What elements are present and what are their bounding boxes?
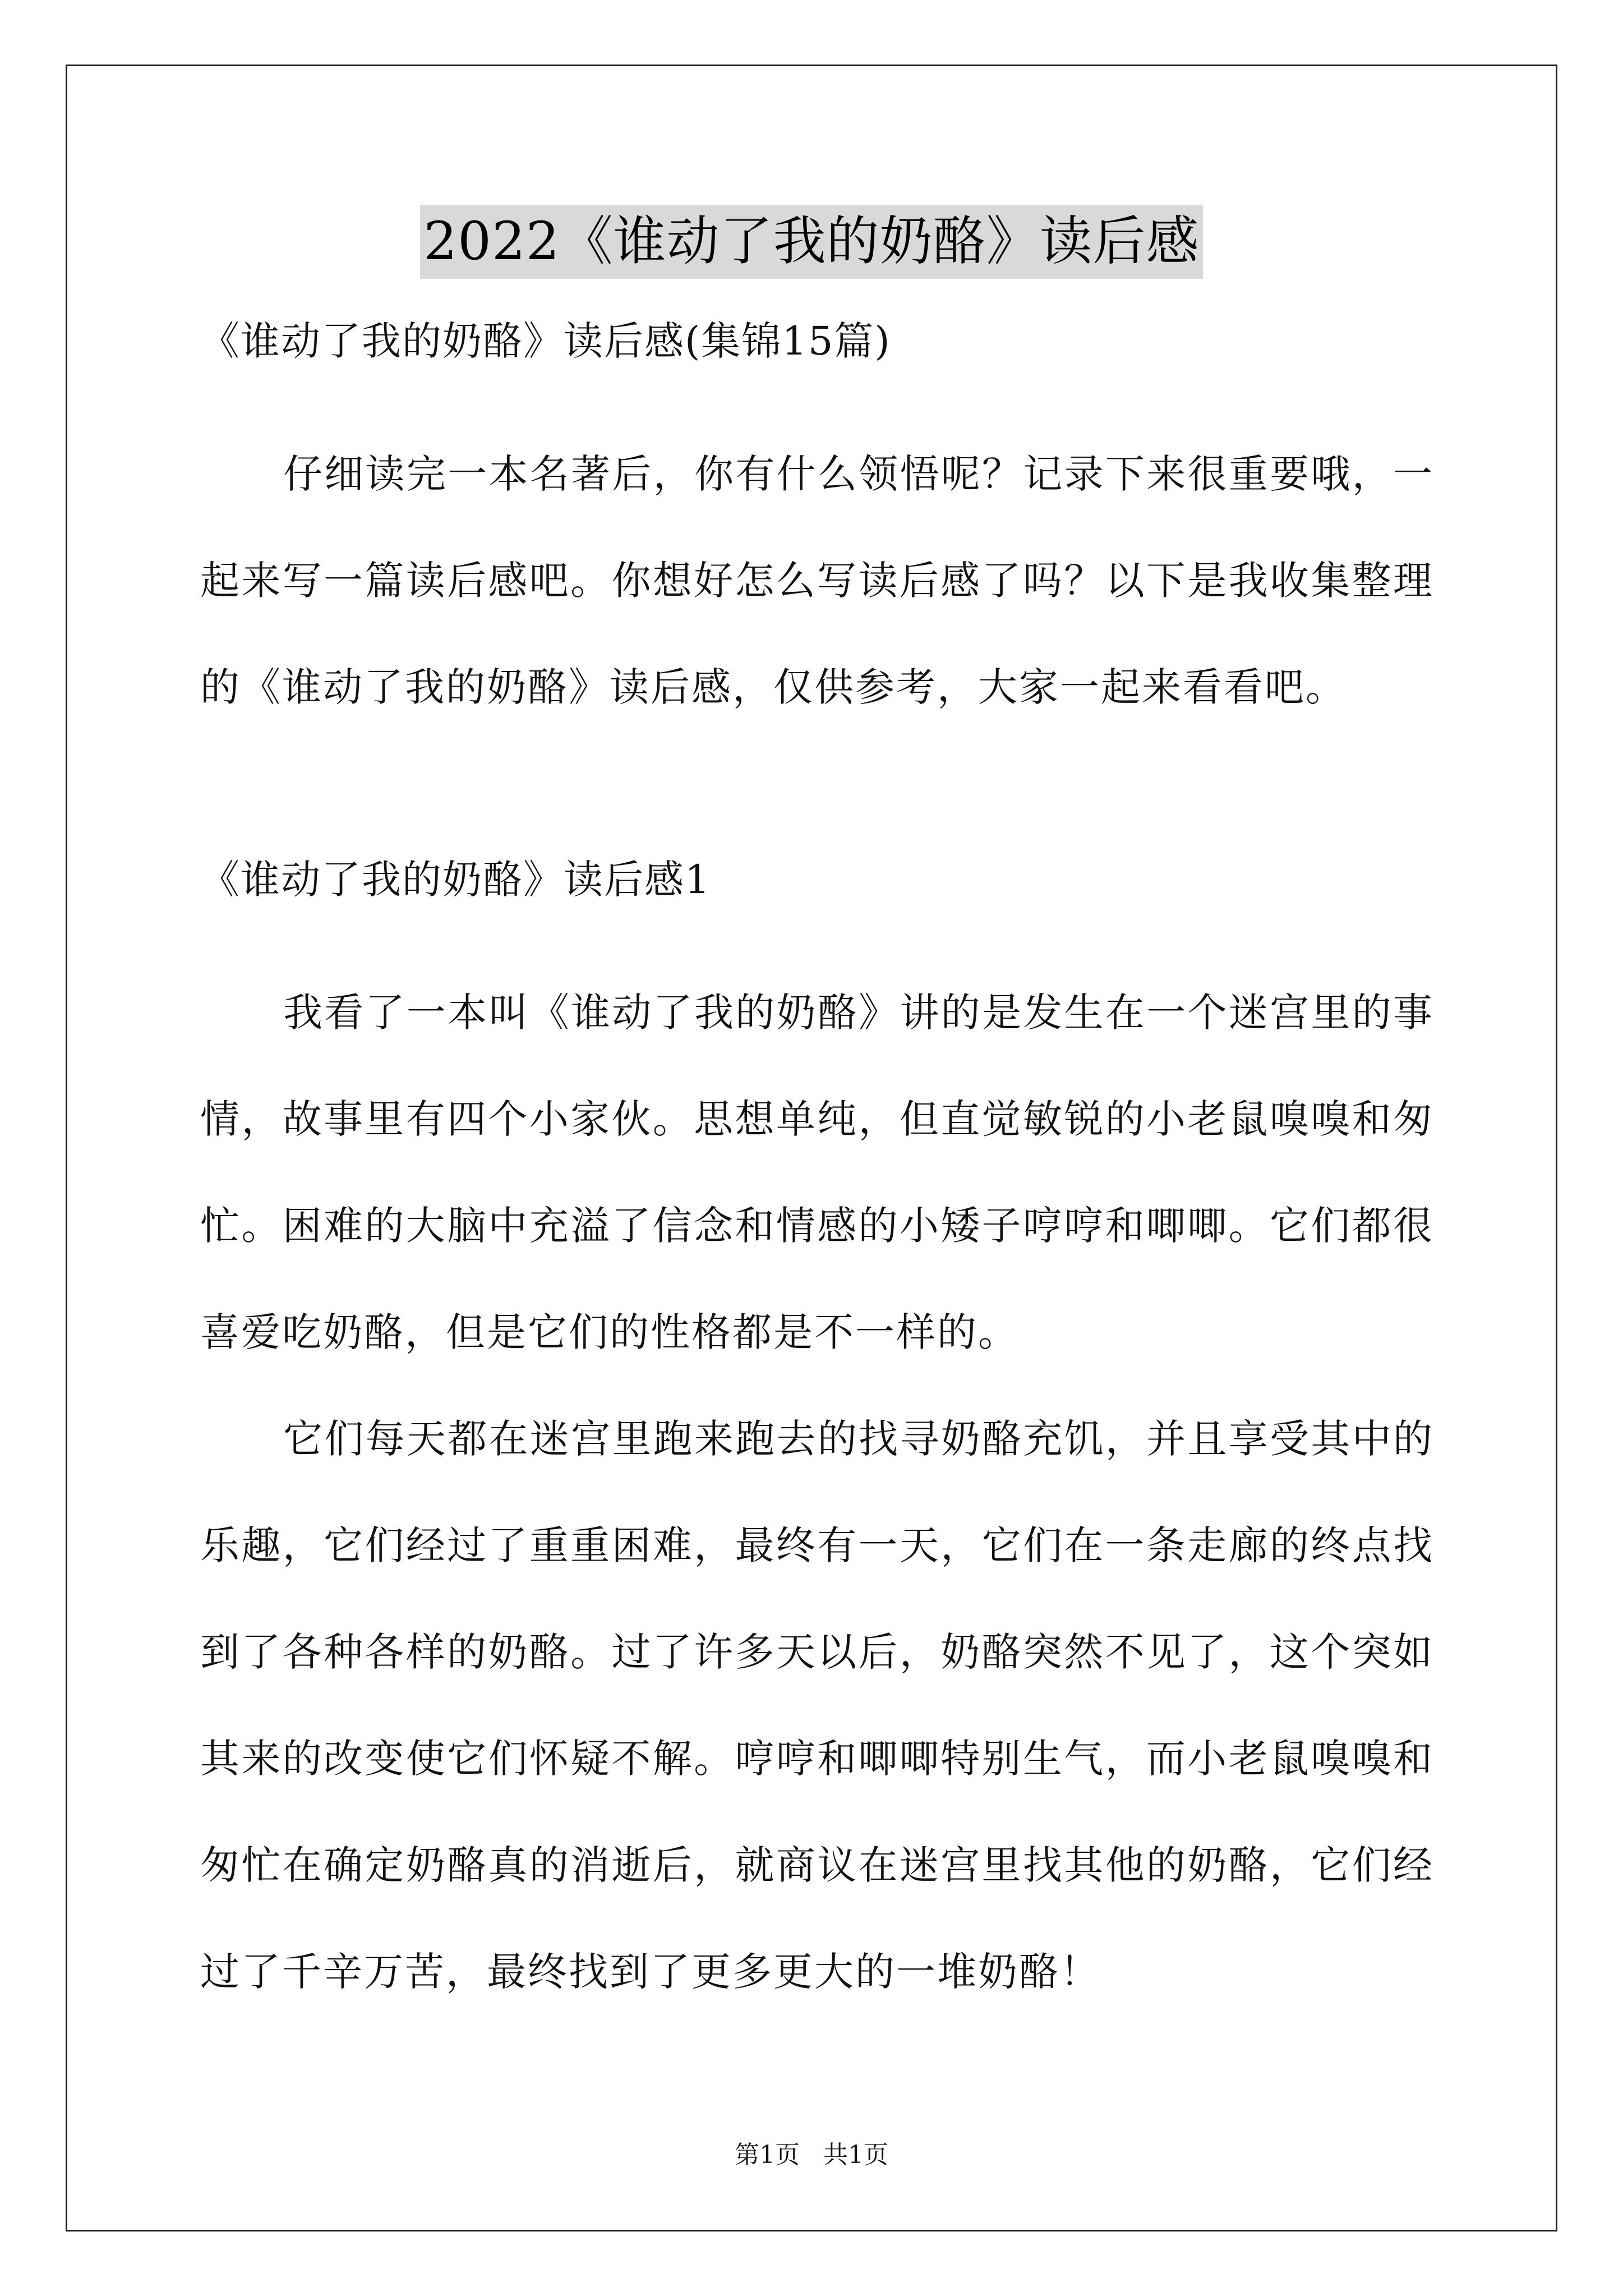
document-title: 2022《谁动了我的奶酪》读后感	[420, 205, 1202, 279]
intro-paragraph: 仔细读完一本名著后，你有什么领悟呢？记录下来很重要哦，一起来写一篇读后感吧。你想好怎么写读后感了吗？以下是我收集整理的《谁动了我的奶酪》读后感，仅供参考，大家一起来看看吧。	[200, 451, 1434, 710]
document-subtitle: 《谁动了我的奶酪》读后感(集锦15篇)	[200, 318, 891, 364]
section-heading: 《谁动了我的奶酪》读后感1	[200, 857, 711, 903]
document-body	[200, 314, 1434, 2025]
page-number: 第1页	[735, 2141, 800, 2169]
body-paragraph-1: 我看了一本叫《谁动了我的奶酪》讲的是发生在一个迷宫里的事情，故事里有四个小家伙。思想单纯，但直觉敏锐的小老鼠嗅嗅和匆忙。困难的大脑中充溢了信念和情感的小矮子哼哼和唧唧。它们都很喜爱吃奶酪，但是它们的性格都是不一样的。	[200, 990, 1434, 1355]
title-container	[0, 205, 1623, 279]
page-footer	[0, 2138, 1623, 2172]
page-total: 共1页	[823, 2141, 888, 2169]
body-paragraph-2: 它们每天都在迷宫里跑来跑去的找寻奶酪充饥，并且享受其中的乐趣，它们经过了重重困难，最终有一天，它们在一条走廊的终点找到了各种各样的奶酪。过了许多天以后，奶酪突然不见了，这个突如其来的改变使它们怀疑不解。哼哼和唧唧特别生气，而小老鼠嗅嗅和匆忙在确定奶酪真的消逝后，就商议在迷宫里找其他的奶酪，它们经过了千辛万苦，最终找到了更多更大的一堆奶酪！	[200, 1416, 1434, 1995]
